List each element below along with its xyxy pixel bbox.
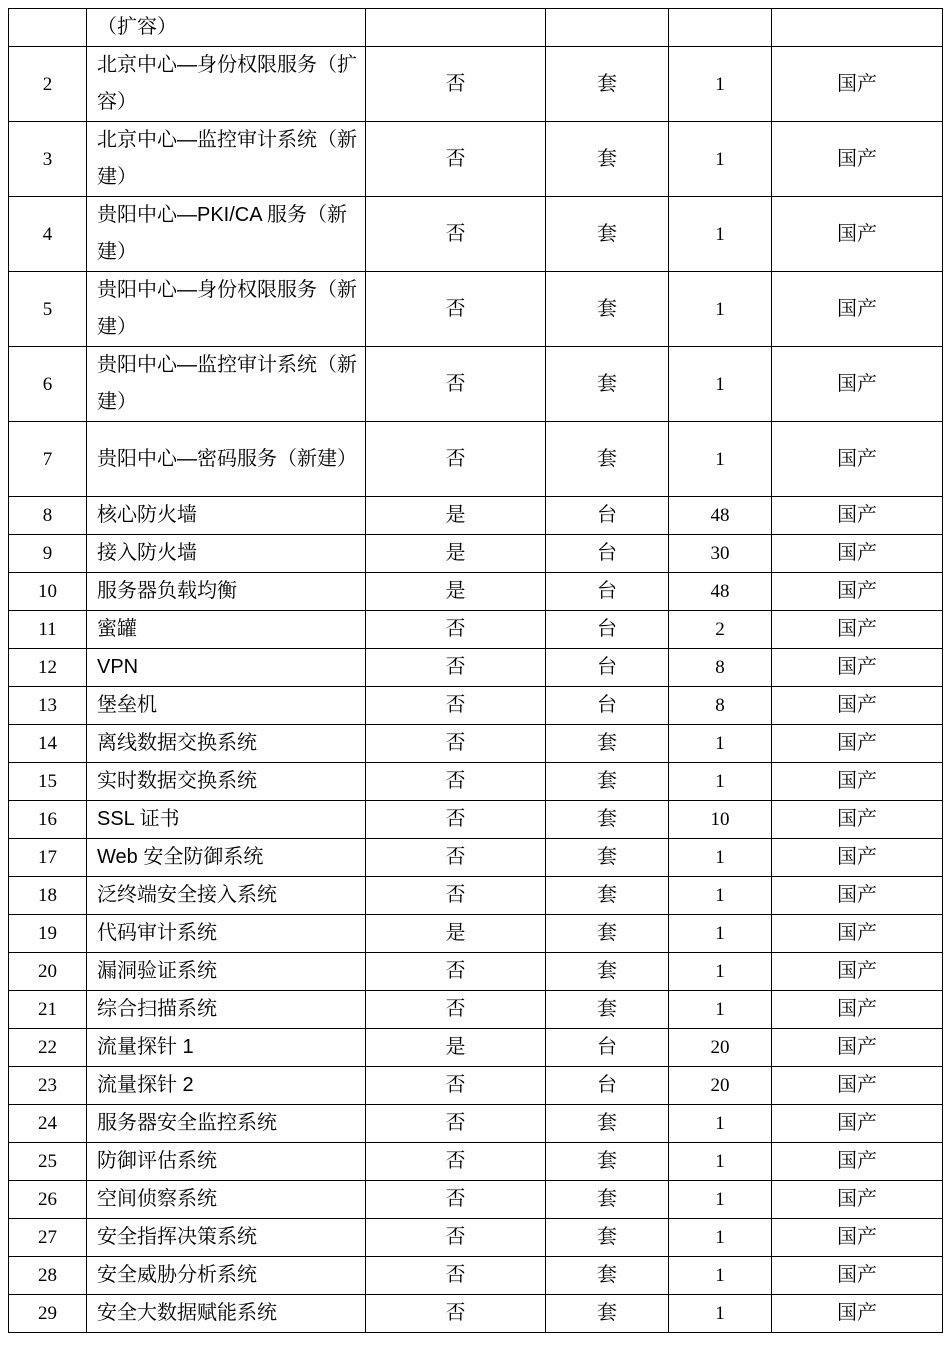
- cell-unit-text: 套: [597, 1302, 617, 1324]
- cell-name: VPN: [87, 649, 366, 687]
- cell-flag-text: 否: [445, 222, 466, 245]
- cell-unit: [546, 535, 669, 573]
- cell-origin: [772, 1257, 943, 1295]
- cell-unit: [546, 47, 669, 122]
- cell-unit: [546, 763, 669, 801]
- cell-origin-text: 国产: [837, 1150, 877, 1172]
- cell-unit: [546, 877, 669, 915]
- cell-origin: [772, 725, 943, 763]
- table-row: [9, 272, 943, 347]
- cell-no: 3: [9, 122, 87, 197]
- cell-flag: [366, 1181, 546, 1219]
- table-row: [9, 649, 943, 687]
- cell-no: 22: [9, 1029, 87, 1067]
- cell-qty: 1: [669, 877, 772, 915]
- cell-flag-text: 否: [445, 447, 466, 470]
- cell-unit-text: 套: [597, 846, 617, 868]
- cell-origin: [772, 1219, 943, 1257]
- cell-no: 27: [9, 1219, 87, 1257]
- cell-name: 贵阳中心—密码服务（新建）: [87, 422, 366, 497]
- cell-unit-text: 套: [597, 1264, 617, 1286]
- cell-flag-text: 否: [445, 147, 466, 170]
- cell-unit-text: 台: [597, 542, 617, 564]
- cell-name: 安全威胁分析系统: [87, 1257, 366, 1295]
- cell-no: 8: [9, 497, 87, 535]
- cell-flag-text: 是: [445, 1036, 466, 1058]
- cell-flag: [366, 725, 546, 763]
- cell-origin: [772, 763, 943, 801]
- cell-no: [9, 9, 87, 47]
- cell-qty: 30: [669, 535, 772, 573]
- cell-origin-text: 国产: [837, 542, 877, 564]
- cell-flag-text: 否: [445, 732, 466, 754]
- cell-name: 流量探针 1: [87, 1029, 366, 1067]
- cell-flag-text: 否: [445, 297, 466, 320]
- cell-no: 2: [9, 47, 87, 122]
- cell-qty: 1: [669, 347, 772, 422]
- cell-name: 堡垒机: [87, 687, 366, 725]
- table-row: [9, 725, 943, 763]
- cell-name: 综合扫描系统: [87, 991, 366, 1029]
- cell-name: 贵阳中心—监控审计系统（新建）: [87, 347, 366, 422]
- cell-name: 离线数据交换系统: [87, 725, 366, 763]
- table-row: [9, 197, 943, 272]
- cell-flag: [366, 272, 546, 347]
- cell-unit: [546, 991, 669, 1029]
- cell-origin-text: 国产: [837, 1074, 877, 1096]
- table-row: [9, 1181, 943, 1219]
- table-row: [9, 1143, 943, 1181]
- cell-unit-text: 台: [597, 694, 617, 716]
- cell-origin-text: 国产: [837, 447, 877, 470]
- cell-no: 20: [9, 953, 87, 991]
- cell-unit: [546, 1181, 669, 1219]
- table-row: [9, 422, 943, 497]
- cell-flag-text: 是: [445, 504, 466, 526]
- cell-name: 空间侦察系统: [87, 1181, 366, 1219]
- cell-flag: [366, 1105, 546, 1143]
- cell-no: 11: [9, 611, 87, 649]
- cell-flag-text: 否: [445, 372, 466, 395]
- cell-unit: [546, 272, 669, 347]
- cell-unit: [546, 953, 669, 991]
- cell-origin: [772, 611, 943, 649]
- cell-unit-text: 台: [597, 618, 617, 640]
- cell-qty: 48: [669, 497, 772, 535]
- cell-unit-text: 套: [597, 1112, 617, 1134]
- cell-qty: 8: [669, 687, 772, 725]
- cell-flag: [366, 573, 546, 611]
- cell-flag-text: 否: [445, 1188, 466, 1210]
- cell-unit: [546, 9, 669, 47]
- cell-origin: [772, 422, 943, 497]
- cell-origin-text: 国产: [837, 147, 877, 170]
- cell-no: 4: [9, 197, 87, 272]
- cell-qty: 8: [669, 649, 772, 687]
- cell-unit-text: 台: [597, 656, 617, 678]
- cell-flag-text: 否: [445, 1112, 466, 1134]
- cell-origin: [772, 47, 943, 122]
- cell-flag-text: 否: [445, 998, 466, 1020]
- table-row: [9, 573, 943, 611]
- cell-unit-text: 套: [597, 1226, 617, 1248]
- cell-unit-text: 套: [597, 447, 617, 470]
- cell-qty: 10: [669, 801, 772, 839]
- cell-origin-text: 国产: [837, 222, 877, 245]
- cell-origin-text: 国产: [837, 770, 877, 792]
- cell-origin: [772, 1105, 943, 1143]
- cell-origin: [772, 122, 943, 197]
- table-row: [9, 1219, 943, 1257]
- cell-name: 服务器安全监控系统: [87, 1105, 366, 1143]
- cell-unit: [546, 801, 669, 839]
- cell-unit-text: 套: [597, 770, 617, 792]
- table-row: [9, 611, 943, 649]
- cell-no: 29: [9, 1295, 87, 1333]
- table-row: [9, 687, 943, 725]
- cell-name: Web 安全防御系统: [87, 839, 366, 877]
- cell-origin-text: 国产: [837, 732, 877, 754]
- cell-flag-text: 否: [445, 1264, 466, 1286]
- table-row: [9, 915, 943, 953]
- cell-name: 安全大数据赋能系统: [87, 1295, 366, 1333]
- cell-unit: [546, 725, 669, 763]
- table-row: [9, 763, 943, 801]
- cell-unit-text: 套: [597, 72, 617, 95]
- cell-name: 实时数据交换系统: [87, 763, 366, 801]
- cell-unit: [546, 1295, 669, 1333]
- table-row: [9, 497, 943, 535]
- cell-no: 14: [9, 725, 87, 763]
- cell-flag-text: 否: [445, 618, 466, 640]
- cell-name: 北京中心—监控审计系统（新建）: [87, 122, 366, 197]
- cell-origin: [772, 197, 943, 272]
- cell-origin: [772, 687, 943, 725]
- cell-origin-text: 国产: [837, 72, 877, 95]
- cell-no: 23: [9, 1067, 87, 1105]
- cell-unit: [546, 197, 669, 272]
- cell-origin: [772, 497, 943, 535]
- cell-name: 流量探针 2: [87, 1067, 366, 1105]
- cell-name: 防御评估系统: [87, 1143, 366, 1181]
- cell-origin-text: 国产: [837, 922, 877, 944]
- cell-name: 蜜罐: [87, 611, 366, 649]
- cell-no: 26: [9, 1181, 87, 1219]
- cell-qty: 48: [669, 573, 772, 611]
- cell-unit-text: 套: [597, 960, 617, 982]
- cell-no: 18: [9, 877, 87, 915]
- cell-flag: [366, 1257, 546, 1295]
- table-row: [9, 1029, 943, 1067]
- cell-origin: [772, 839, 943, 877]
- cell-origin: [772, 347, 943, 422]
- cell-origin: [772, 535, 943, 573]
- cell-unit-text: 台: [597, 1074, 617, 1096]
- cell-no: 21: [9, 991, 87, 1029]
- cell-qty: 2: [669, 611, 772, 649]
- table-row: [9, 535, 943, 573]
- cell-origin-text: 国产: [837, 1226, 877, 1248]
- cell-flag: [366, 1219, 546, 1257]
- cell-no: 6: [9, 347, 87, 422]
- cell-flag: [366, 47, 546, 122]
- cell-unit-text: 套: [597, 297, 617, 320]
- table-row: [9, 47, 943, 122]
- cell-origin-text: 国产: [837, 1188, 877, 1210]
- cell-no: 24: [9, 1105, 87, 1143]
- cell-flag: [366, 687, 546, 725]
- cell-no: 7: [9, 422, 87, 497]
- cell-flag-text: 否: [445, 960, 466, 982]
- cell-flag-text: 否: [445, 1226, 466, 1248]
- cell-unit: [546, 649, 669, 687]
- cell-flag-text: 是: [445, 542, 466, 564]
- cell-unit: [546, 1143, 669, 1181]
- cell-origin: [772, 649, 943, 687]
- cell-origin: [772, 1067, 943, 1105]
- cell-name: 接入防火墙: [87, 535, 366, 573]
- cell-origin: [772, 877, 943, 915]
- cell-flag: [366, 763, 546, 801]
- cell-no: 10: [9, 573, 87, 611]
- table-row: [9, 1105, 943, 1143]
- cell-qty: 1: [669, 1105, 772, 1143]
- cell-unit-text: 套: [597, 372, 617, 395]
- cell-origin-text: 国产: [837, 884, 877, 906]
- cell-name: 漏洞验证系统: [87, 953, 366, 991]
- cell-origin-text: 国产: [837, 297, 877, 320]
- cell-flag: [366, 422, 546, 497]
- cell-qty: [669, 9, 772, 47]
- cell-origin: [772, 1143, 943, 1181]
- cell-flag: [366, 122, 546, 197]
- cell-unit-text: 套: [597, 884, 617, 906]
- cell-qty: 1: [669, 197, 772, 272]
- cell-unit-text: 套: [597, 1188, 617, 1210]
- cell-qty: 1: [669, 953, 772, 991]
- cell-name: 服务器负载均衡: [87, 573, 366, 611]
- cell-name: 贵阳中心—PKI/CA 服务（新建）: [87, 197, 366, 272]
- table-row: [9, 122, 943, 197]
- cell-no: 9: [9, 535, 87, 573]
- cell-name: SSL 证书: [87, 801, 366, 839]
- cell-flag: [366, 801, 546, 839]
- cell-unit: [546, 497, 669, 535]
- cell-origin-text: 国产: [837, 504, 877, 526]
- table-row: [9, 1257, 943, 1295]
- cell-origin: [772, 801, 943, 839]
- cell-unit-text: 台: [597, 504, 617, 526]
- cell-flag: [366, 1067, 546, 1105]
- cell-origin-text: 国产: [837, 846, 877, 868]
- cell-qty: 1: [669, 1295, 772, 1333]
- cell-name: 泛终端安全接入系统: [87, 877, 366, 915]
- cell-origin-text: 国产: [837, 694, 877, 716]
- cell-flag-text: 否: [445, 694, 466, 716]
- cell-origin: [772, 573, 943, 611]
- cell-flag-text: 否: [445, 72, 466, 95]
- cell-no: 12: [9, 649, 87, 687]
- equipment-table: [8, 8, 943, 1333]
- cell-flag: [366, 1295, 546, 1333]
- cell-origin-text: 国产: [837, 1112, 877, 1134]
- cell-origin-text: 国产: [837, 1264, 877, 1286]
- cell-flag-text: 否: [445, 1074, 466, 1096]
- cell-unit: [546, 687, 669, 725]
- cell-qty: 1: [669, 915, 772, 953]
- cell-unit: [546, 422, 669, 497]
- cell-unit: [546, 1257, 669, 1295]
- cell-origin-text: 国产: [837, 1302, 877, 1324]
- cell-flag-text: 否: [445, 846, 466, 868]
- cell-origin-text: 国产: [837, 998, 877, 1020]
- cell-qty: 1: [669, 1257, 772, 1295]
- cell-no: 16: [9, 801, 87, 839]
- cell-flag: [366, 1143, 546, 1181]
- cell-origin-text: 国产: [837, 960, 877, 982]
- cell-unit: [546, 1105, 669, 1143]
- cell-unit-text: 套: [597, 998, 617, 1020]
- cell-unit: [546, 839, 669, 877]
- cell-unit-text: 套: [597, 732, 617, 754]
- table-row: [9, 991, 943, 1029]
- cell-flag: [366, 839, 546, 877]
- cell-flag: [366, 497, 546, 535]
- cell-qty: 1: [669, 1143, 772, 1181]
- table-row: [9, 347, 943, 422]
- cell-no: 25: [9, 1143, 87, 1181]
- cell-origin: [772, 953, 943, 991]
- cell-name: 核心防火墙: [87, 497, 366, 535]
- cell-origin: [772, 1181, 943, 1219]
- cell-qty: 1: [669, 1181, 772, 1219]
- cell-unit-text: 套: [597, 808, 617, 830]
- cell-origin: [772, 1029, 943, 1067]
- cell-qty: 1: [669, 839, 772, 877]
- cell-flag: [366, 1029, 546, 1067]
- cell-unit: [546, 122, 669, 197]
- cell-origin-text: 国产: [837, 372, 877, 395]
- cell-origin: [772, 272, 943, 347]
- cell-unit-text: 套: [597, 922, 617, 944]
- cell-origin: [772, 991, 943, 1029]
- cell-no: 13: [9, 687, 87, 725]
- cell-qty: 1: [669, 47, 772, 122]
- table-row: [9, 1295, 943, 1333]
- cell-flag-text: 否: [445, 656, 466, 678]
- cell-flag: [366, 915, 546, 953]
- cell-no: 17: [9, 839, 87, 877]
- cell-flag-text: 否: [445, 1302, 466, 1324]
- cell-name: 代码审计系统: [87, 915, 366, 953]
- cell-flag: [366, 991, 546, 1029]
- cell-unit: [546, 1219, 669, 1257]
- cell-unit: [546, 1067, 669, 1105]
- table-row: [9, 953, 943, 991]
- cell-name: 北京中心—身份权限服务（扩容）: [87, 47, 366, 122]
- cell-origin-text: 国产: [837, 618, 877, 640]
- cell-no: 15: [9, 763, 87, 801]
- cell-qty: 1: [669, 422, 772, 497]
- cell-qty: 1: [669, 1219, 772, 1257]
- cell-qty: 20: [669, 1029, 772, 1067]
- cell-flag-text: 是: [445, 580, 466, 602]
- cell-unit-text: 台: [597, 1036, 617, 1058]
- cell-name: （扩容）: [87, 9, 366, 47]
- cell-unit: [546, 347, 669, 422]
- cell-unit: [546, 915, 669, 953]
- cell-flag: [366, 953, 546, 991]
- cell-name: 安全指挥决策系统: [87, 1219, 366, 1257]
- cell-qty: 20: [669, 1067, 772, 1105]
- cell-origin-text: 国产: [837, 580, 877, 602]
- cell-flag: [366, 197, 546, 272]
- cell-unit-text: 套: [597, 222, 617, 245]
- cell-name: 贵阳中心—身份权限服务（新建）: [87, 272, 366, 347]
- cell-flag: [366, 611, 546, 649]
- cell-qty: 1: [669, 763, 772, 801]
- cell-no: 28: [9, 1257, 87, 1295]
- cell-flag-text: 否: [445, 884, 466, 906]
- table-row-continued: [9, 9, 943, 47]
- table-row: [9, 801, 943, 839]
- cell-no: 5: [9, 272, 87, 347]
- cell-flag: [366, 9, 546, 47]
- cell-unit-text: 台: [597, 580, 617, 602]
- table-row: [9, 877, 943, 915]
- cell-flag-text: 否: [445, 1150, 466, 1172]
- cell-unit: [546, 573, 669, 611]
- cell-flag: [366, 877, 546, 915]
- cell-origin: [772, 1295, 943, 1333]
- cell-flag-text: 是: [445, 922, 466, 944]
- cell-origin-text: 国产: [837, 656, 877, 678]
- cell-origin: [772, 9, 943, 47]
- table-row: [9, 839, 943, 877]
- table-row: [9, 1067, 943, 1105]
- cell-flag: [366, 347, 546, 422]
- cell-flag: [366, 649, 546, 687]
- cell-origin-text: 国产: [837, 1036, 877, 1058]
- cell-qty: 1: [669, 991, 772, 1029]
- cell-flag: [366, 535, 546, 573]
- cell-flag-text: 否: [445, 808, 466, 830]
- cell-qty: 1: [669, 725, 772, 763]
- cell-flag-text: 否: [445, 770, 466, 792]
- cell-unit-text: 套: [597, 147, 617, 170]
- cell-unit-text: 套: [597, 1150, 617, 1172]
- cell-qty: 1: [669, 272, 772, 347]
- cell-unit: [546, 1029, 669, 1067]
- cell-qty: 1: [669, 122, 772, 197]
- cell-origin-text: 国产: [837, 808, 877, 830]
- cell-unit: [546, 611, 669, 649]
- cell-no: 19: [9, 915, 87, 953]
- cell-origin: [772, 915, 943, 953]
